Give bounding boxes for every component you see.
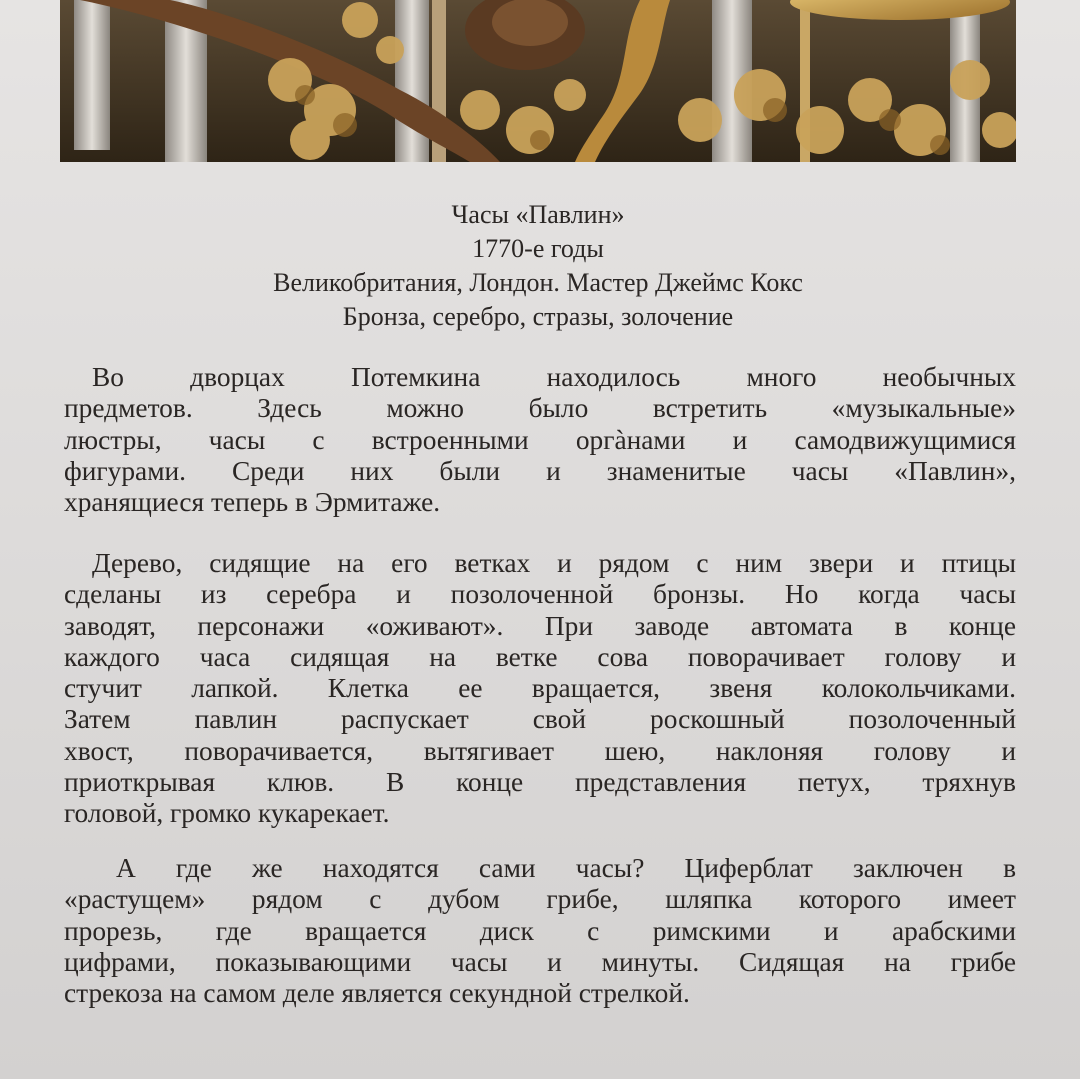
text-line: прорезь, где вращается диск с римскими и арабскими [64, 915, 1016, 946]
text-line: хвост, поворачивается, вытягивает шею, наклоняя голову и [64, 735, 1016, 766]
text-line: предметов. Здесь можно было встретить «музыкальные» [64, 393, 1016, 424]
text-line: сделаны из серебра и позолоченной бронзы. Но когда часы [64, 579, 1016, 610]
text-line: цифрами, показывающими часы и минуты. Сидящая на грибе [64, 946, 1016, 977]
text-line: каждого часа сидящая на ветке сова поворачивает голову и [64, 641, 1016, 672]
exhibit-materials: Бронза, серебро, стразы, золочение [342, 302, 734, 331]
peacock-clock-photo [60, 0, 1016, 162]
text-line: «растущем» рядом с дубом грибе, шляпка которого имеет [64, 884, 1016, 915]
paragraph-dial [64, 853, 1016, 1009]
text-line: Дерево, сидящие на его ветках и рядом с ним звери и птицы [92, 548, 1016, 578]
exhibit-caption [60, 198, 1016, 334]
photo-illustration [60, 0, 1016, 162]
exhibit-title: Часы «Павлин» [451, 200, 625, 229]
text-line: стрекоза на самом деле является секундной стрелкой. [64, 978, 690, 1009]
text-line: А где же находятся сами часы? Циферблат заключен в [116, 853, 1016, 883]
text-line: люстры, часы с встроенными оргàнами и самодвижущимися [64, 424, 1016, 455]
text-line: приоткрывая клюв. В конце представления петух, тряхнув [64, 767, 1016, 798]
exhibit-origin: Великобритания, Лондон. Мастер Джеймс Кокс [273, 268, 803, 297]
text-line: хранящиеся теперь в Эрмитаже. [64, 487, 441, 518]
paragraph-automaton [64, 548, 1016, 830]
text-line: головой, громко кукарекает. [64, 798, 390, 829]
text-line: стучит лапкой. Клетка ее вращается, звеня колокольчиками. [64, 673, 1016, 704]
text-line: фигурами. Среди них были и знаменитые часы «Павлин», [64, 455, 1016, 486]
exhibit-date: 1770-е годы [472, 234, 604, 263]
text-line: заводят, персонажи «оживают». При заводе автомата в конце [64, 610, 1016, 641]
text-line: Во дворцах Потемкина находилось много необычных [92, 362, 1016, 392]
text-line: Затем павлин распускает свой роскошный позолоченный [64, 704, 1016, 735]
paragraph-palaces [64, 362, 1016, 518]
